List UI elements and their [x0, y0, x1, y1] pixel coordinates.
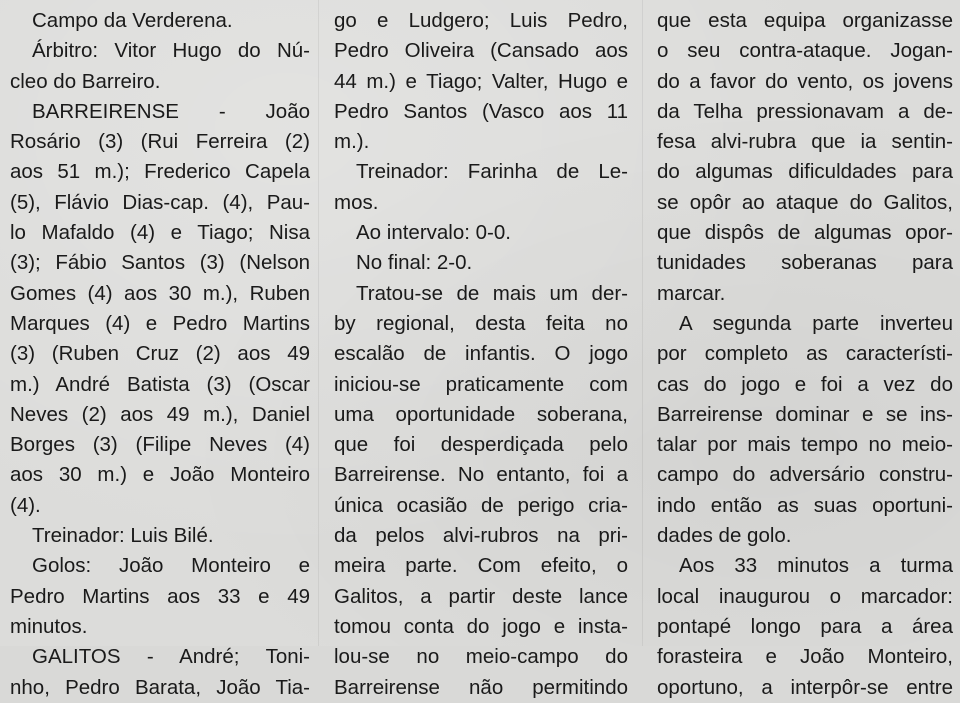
text-line: Treinador: Farinha de Le-: [356, 160, 628, 184]
text-line: Neves (2) aos 49 m.), Daniel: [10, 402, 310, 426]
text-line: local inaugurou o marcador:: [657, 584, 953, 608]
text-line: Pedro Oliveira (Cansado aos: [334, 39, 628, 63]
text-line: m.).: [334, 130, 370, 154]
text-line: Barreirense. No entanto, foi a: [334, 463, 628, 487]
text-line: mos.: [334, 190, 379, 214]
text-line: A segunda parte inverteu: [679, 311, 953, 335]
text-line: by regional, desta feita no: [334, 311, 628, 335]
text-line: Campo da Verderena.: [32, 9, 233, 32]
text-line: Gomes (4) aos 30 m.), Ruben: [10, 281, 310, 305]
text-line: que esta equipa organizasse: [657, 9, 953, 32]
text-line: indo então as suas oportuni-: [657, 493, 953, 517]
text-line: BARREIRENSE - João: [32, 99, 310, 123]
text-line: Barreirense dominar e se ins-: [657, 402, 953, 426]
text-line: Galitos, a partir deste lance: [334, 584, 628, 608]
text-line: aos 30 m.) e João Monteiro: [10, 463, 310, 487]
text-line: GALITOS - André; Toni-: [32, 645, 310, 669]
text-line: Pedro Martins aos 33 e 49: [10, 584, 310, 608]
text-line: do algumas dificuldades para: [657, 160, 953, 184]
text-line: (4).: [10, 493, 41, 517]
text-line: (5), Flávio Dias-cap. (4), Pau-: [10, 190, 310, 214]
article-column-1: [10, 0, 310, 699]
text-line: 44 m.) e Tiago; Valter, Hugo e: [334, 69, 628, 93]
text-line: Tratou-se de mais um der-: [356, 281, 628, 305]
text-line: por completo as característi-: [657, 342, 953, 366]
text-line: tomou conta do jogo e insta-: [334, 614, 628, 638]
text-line: o seu contra-ataque. Jogan-: [657, 39, 953, 63]
text-line: m.) André Batista (3) (Oscar: [10, 372, 310, 396]
text-line: lo Mafaldo (4) e Tiago; Nisa: [10, 221, 310, 245]
text-line: forasteira e João Monteiro,: [657, 645, 953, 669]
text-line: No final: 2-0.: [356, 251, 473, 275]
text-line: Árbitro: Vitor Hugo do Nú-: [32, 39, 310, 63]
text-line: oportuno, a interpôr-se entre: [657, 675, 953, 699]
text-line: da Telha pressionavam a de-: [657, 99, 953, 123]
text-line: se opôr ao ataque do Galitos,: [657, 190, 953, 214]
text-line: cas do jogo e foi a vez do: [657, 372, 953, 396]
text-line: Aos 33 minutos a turma: [679, 554, 953, 578]
article-column-2: [334, 0, 628, 699]
text-line: (3); Fábio Santos (3) (Nelson: [10, 251, 310, 275]
text-line: pontapé longo para a área: [657, 614, 953, 638]
text-line: Pedro Santos (Vasco aos 11: [334, 99, 628, 123]
text-line: aos 51 m.); Frederico Capela: [10, 160, 310, 184]
text-line: lou-se no meio-campo do: [334, 645, 628, 669]
column-divider: [318, 0, 319, 646]
text-line: única ocasião de perigo cria-: [334, 493, 628, 517]
text-line: que dispôs de algumas opor-: [657, 221, 953, 245]
text-line: campo do adversário constru-: [657, 463, 953, 487]
text-line: que foi desperdiçada pelo: [334, 433, 628, 457]
text-line: talar por mais tempo no meio-: [657, 433, 953, 457]
text-line: minutos.: [10, 614, 88, 638]
text-line: go e Ludgero; Luis Pedro,: [334, 9, 628, 32]
text-line: tunidades soberanas para: [657, 251, 953, 275]
text-line: Ao intervalo: 0-0.: [356, 221, 511, 245]
text-line: fesa alvi-rubra que ia sentin-: [657, 130, 953, 154]
text-line: uma oportunidade soberana,: [334, 402, 628, 426]
text-line: Marques (4) e Pedro Martins: [10, 311, 310, 335]
text-line: (3) (Ruben Cruz (2) aos 49: [10, 342, 310, 366]
text-line: Treinador: Luis Bilé.: [32, 524, 214, 548]
text-line: do a favor do vento, os jovens: [657, 69, 953, 93]
text-line: dades de golo.: [657, 524, 792, 548]
article-column-3: [657, 0, 953, 699]
text-line: marcar.: [657, 281, 726, 305]
text-line: da pelos alvi-rubros na pri-: [334, 524, 628, 548]
text-line: Borges (3) (Filipe Neves (4): [10, 433, 310, 457]
text-line: nho, Pedro Barata, João Tia-: [10, 675, 310, 699]
text-line: cleo do Barreiro.: [10, 69, 161, 93]
text-line: Golos: João Monteiro e: [32, 554, 310, 578]
text-line: escalão de infantis. O jogo: [334, 342, 628, 366]
text-line: meira parte. Com efeito, o: [334, 554, 628, 578]
text-line: Rosário (3) (Rui Ferreira (2): [10, 130, 310, 154]
text-line: iniciou-se praticamente com: [334, 372, 628, 396]
column-divider: [642, 0, 643, 646]
text-line: Barreirense não permitindo: [334, 675, 628, 699]
